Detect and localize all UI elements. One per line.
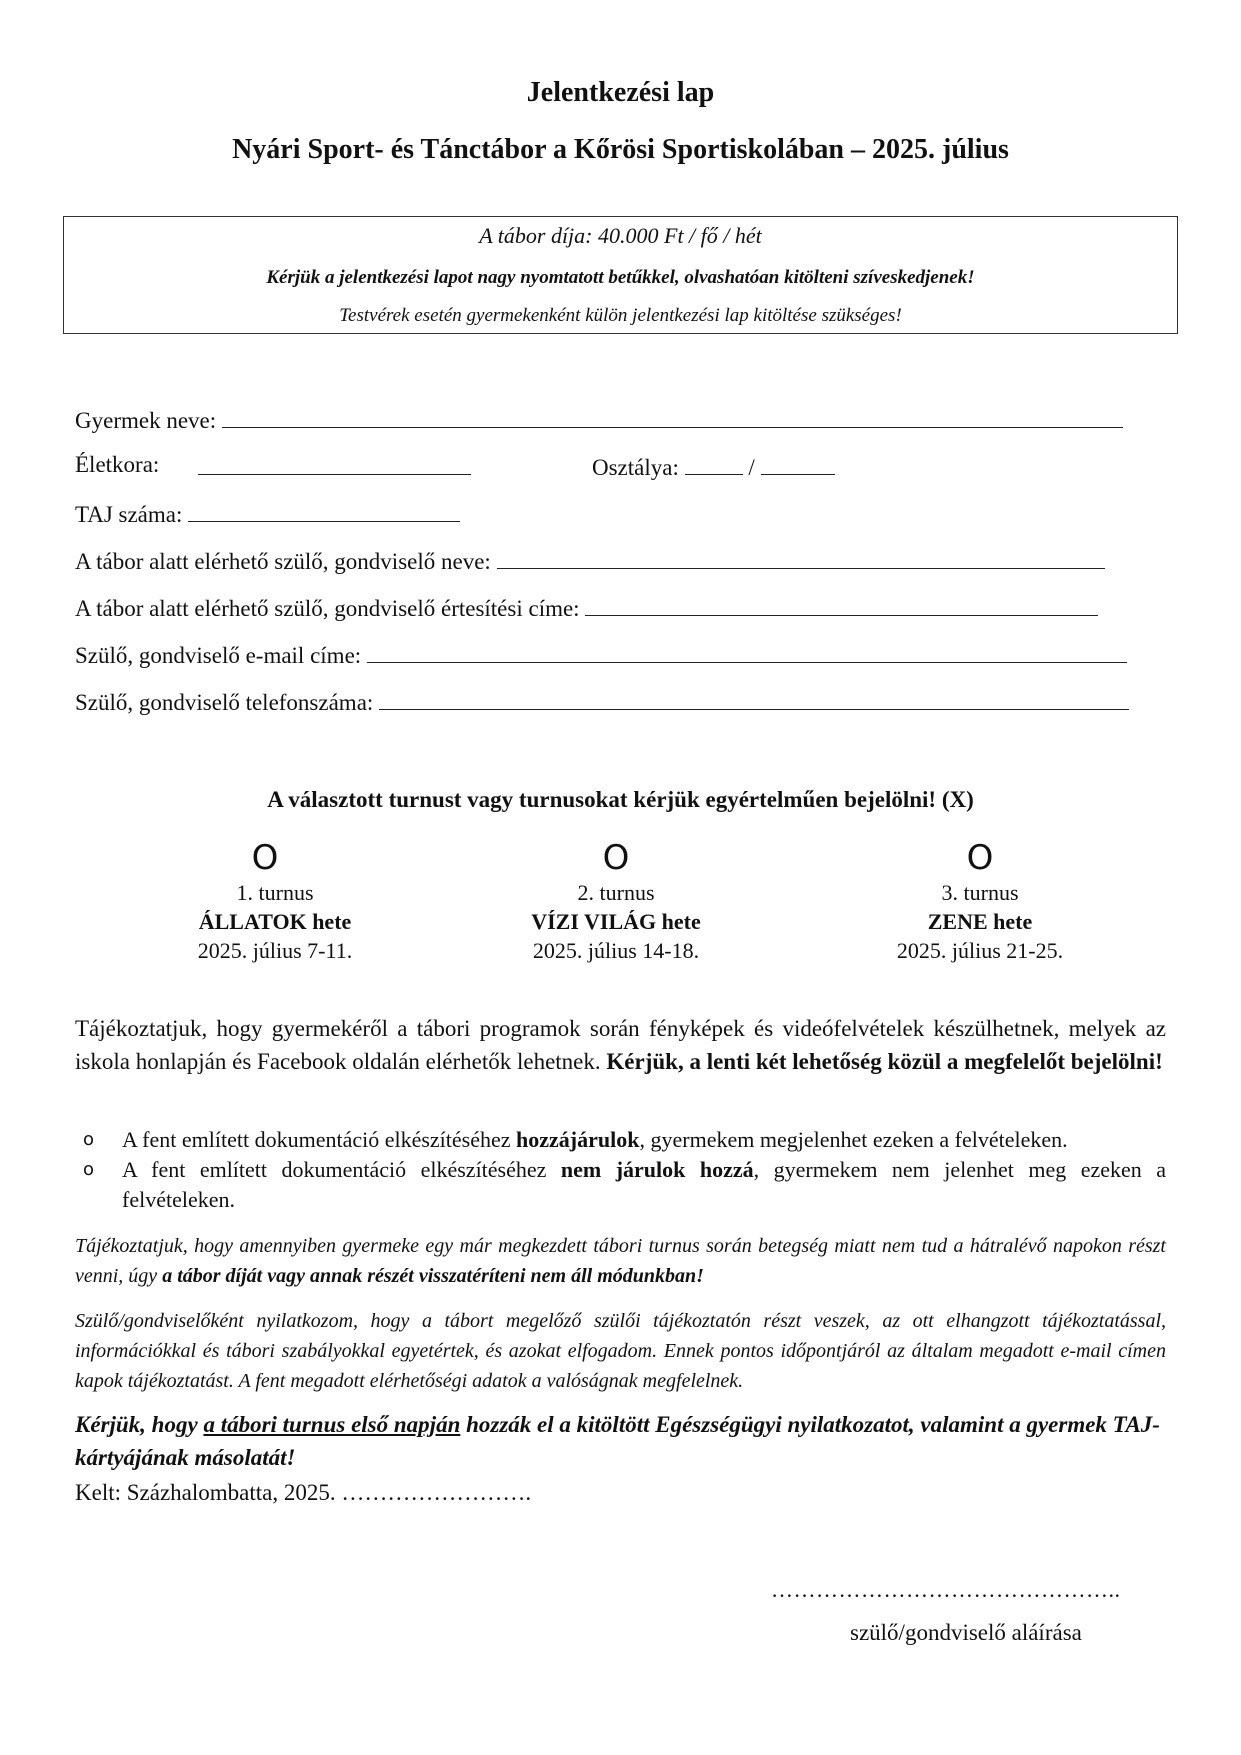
turnus-2-number: 2. turnus — [577, 880, 655, 905]
class-separator: / — [748, 455, 755, 480]
turnus-2-dates: 2025. július 14-18. — [532, 938, 700, 963]
final-request-underlined: a tábori turnus első napján — [203, 1412, 461, 1437]
page-title: Jelentkezési lap — [526, 77, 715, 108]
turnus-1-number: 1. turnus — [236, 880, 314, 905]
taj-field[interactable] — [75, 499, 460, 528]
consent-intro-text: Tájékoztatjuk, hogy gyermekéről a tábori programok során fényképek és videófelvételek készülhetnek, melyek az iskola honlapján és Facebook oldalán elérhetők lehetnek. — [75, 1016, 1166, 1074]
option-agree-bold: hozzájárulok — [516, 1127, 640, 1152]
final-request — [75, 1408, 1166, 1474]
child-name-line[interactable] — [222, 405, 1123, 428]
child-name-field[interactable] — [75, 405, 1123, 434]
info-box — [63, 216, 1178, 334]
consent-intro-bold: Kérjük, a lenti két lehetőség közül a megfelelőt bejelölni! — [606, 1049, 1163, 1074]
option-disagree-bold: nem járulok hozzá — [560, 1157, 754, 1182]
signature-label: szülő/gondviselő aláírása — [850, 1620, 1082, 1645]
taj-line[interactable] — [188, 499, 460, 522]
consent-option-disagree[interactable] — [75, 1155, 1166, 1215]
option-disagree-post: , gyermekem nem jelenhet meg ezeken a felvételeken. — [122, 1157, 1167, 1212]
age-field[interactable] — [75, 452, 159, 478]
final-request-post: hozzák el a kitöltött Egészségügyi nyilatkozatot, valamint a gyermek TAJ-kártyájának másolatát! — [75, 1412, 1160, 1470]
consent-option-agree[interactable] — [75, 1125, 1166, 1155]
class-line-1[interactable] — [685, 452, 743, 475]
parent-email-line[interactable] — [367, 640, 1127, 663]
parent-phone-label: Szülő, gondviselő telefonszáma: — [75, 690, 374, 715]
parent-address-field[interactable] — [75, 593, 1098, 622]
fee-text: A tábor díja: 40.000 Ft / fő / hét — [479, 223, 762, 248]
parent-email-field[interactable] — [75, 640, 1127, 669]
age-label: Életkora: — [75, 452, 160, 477]
class-label: Osztálya: — [592, 455, 679, 480]
age-line[interactable] — [198, 452, 471, 475]
class-field[interactable] — [592, 452, 835, 481]
place-date: Kelt: Százhalombatta, 2025. ……………………. — [75, 1480, 532, 1505]
refund-notice-text: Tájékoztatjuk, hogy amennyiben gyermeke egy már megkezdett tábori turnus során betegség miatt nem tud a hátralévő napokon részt venni, úgy — [75, 1235, 1166, 1287]
parent-address-line[interactable] — [585, 593, 1098, 616]
turnus-3-checkbox[interactable]: O — [966, 838, 994, 878]
child-name-label: Gyermek neve: — [75, 408, 217, 433]
turnus-heading: A választott turnust vagy turnusokat kérjük egyértelműen bejelölni! (X) — [267, 787, 974, 812]
final-request-pre: Kérjük, hogy — [75, 1412, 198, 1437]
option-agree-circle[interactable]: o — [83, 1129, 95, 1150]
taj-label: TAJ száma: — [75, 502, 183, 527]
instruction-text: Kérjük a jelentkezési lapot nagy nyomtatott betűkkel, olvashatóan kitölteni szíveskedjenek! — [266, 267, 975, 288]
turnus-option-1 — [125, 838, 425, 965]
turnus-3-dates: 2025. július 21-25. — [896, 938, 1064, 963]
turnus-2-name: VÍZI VILÁG hete — [531, 909, 701, 934]
page-subtitle: Nyári Sport- és Tánctábor a Kőrösi Sportiskolában – 2025. július — [232, 134, 1009, 165]
parent-phone-field[interactable] — [75, 687, 1129, 716]
refund-notice-bold: a tábor díját vagy annak részét visszatéríteni nem áll módunkban! — [162, 1265, 704, 1287]
class-line-2[interactable] — [761, 452, 835, 475]
refund-notice — [75, 1231, 1166, 1291]
parent-name-field[interactable] — [75, 546, 1105, 575]
parent-name-label: A tábor alatt elérhető szülő, gondviselő neve: — [75, 549, 491, 574]
option-agree-pre: A fent említett dokumentáció elkészítéséhez — [122, 1127, 511, 1152]
turnus-1-dates: 2025. július 7-11. — [197, 938, 353, 963]
turnus-option-2 — [466, 838, 766, 965]
option-disagree-pre: A fent említett dokumentáció elkészítéséhez — [122, 1157, 547, 1182]
parent-declaration: Szülő/gondviselőként nyilatkozom, hogy a tábort megelőző szülői tájékoztatón részt veszek, az ott elhangzott tájékoztatással, információkkal és tábori szabályokkal egyetértek, és azokat elfogadom. Ennek pontos időpontjáról az általam megadott e-mail címen kapok tájékoztatást. A fent megadott elérhetőségi adatok a valóságnak megfelelnek. — [75, 1310, 1166, 1392]
siblings-note: Testvérek esetén gyermekenként külön jelentkezési lap kitöltése szükséges! — [339, 305, 902, 326]
consent-options — [75, 1125, 1166, 1215]
turnus-3-name: ZENE hete — [927, 909, 1033, 934]
turnus-2-checkbox[interactable]: O — [602, 838, 630, 878]
turnus-option-3 — [830, 838, 1130, 965]
parent-phone-line[interactable] — [379, 687, 1129, 710]
parent-email-label: Szülő, gondviselő e-mail címe: — [75, 643, 362, 668]
parent-name-line[interactable] — [497, 546, 1105, 569]
option-disagree-circle[interactable]: o — [83, 1159, 95, 1180]
option-agree-post: , gyermekem megjelenhet ezeken a felvételeken. — [639, 1127, 1068, 1152]
turnus-1-checkbox[interactable]: O — [251, 838, 279, 878]
parent-address-label: A tábor alatt elérhető szülő, gondviselő értesítési címe: — [75, 596, 580, 621]
turnus-3-number: 3. turnus — [941, 880, 1019, 905]
consent-intro — [75, 1012, 1166, 1078]
turnus-1-name: ÁLLATOK hete — [198, 909, 352, 934]
signature-line[interactable]: ……………………………………….. — [771, 1577, 1121, 1602]
